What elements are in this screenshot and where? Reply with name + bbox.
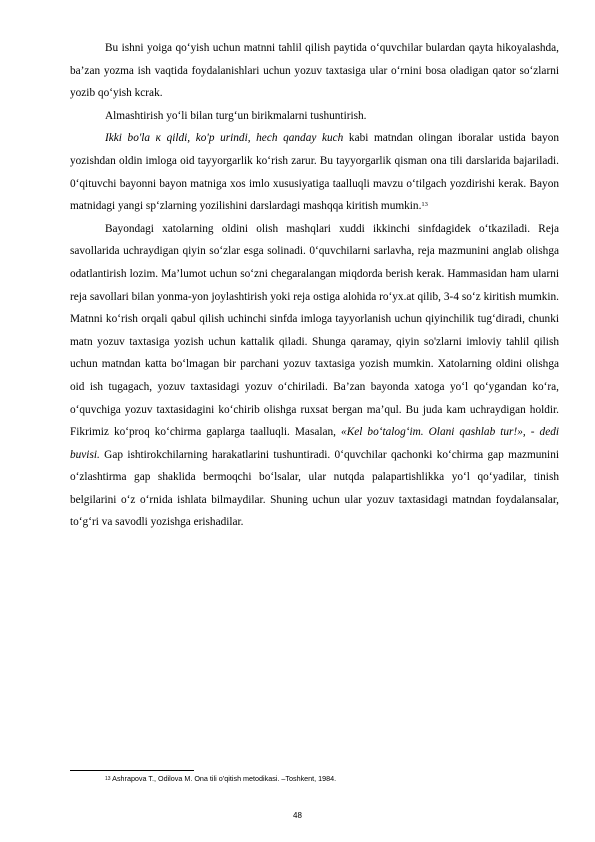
paragraph-3-italic: Ikki bo'la к qildi, ko'p urindi, hech qanday kuch	[105, 132, 344, 145]
paragraph-1-text: Bu ishni yoiga qo‘yish uchun matnni tahlil qilish paytida o‘quvchilar bulardan qayta hikoyalashda, ba’zan yozma ish vaqtida foydalanishlari uchun yozuv taxtasiga ular o‘rnini bosa oladigan qator so‘zlarni yozib qo‘yish kcrak.	[70, 42, 559, 100]
footnote-text: Ashrapova T., Odilova M. Ona tili o’qitish metodikasi. –Toshkent, 1984.	[110, 774, 337, 783]
footnote-reference[interactable]: 13	[421, 201, 428, 209]
paragraph-4-quote: «Kel bo‘talog‘im. Olani qashlab tur!», - dedi buvisi.	[70, 426, 559, 461]
paragraph-4-text-a: Bayondagi xatolarning oldini olish mashqlari xuddi ikkinchi sinfdagidek o‘tkaziladi. Reja savollarida uchraydigan qiyin so‘zlar esga solinadi. 0‘quvchilarni sarlavha, reja mazmunini anglab olishga odatlantirish lozim. Ma’lumot uchun so‘zni chegaralangan miqdorda berish kerak. Hammasidan ham ularni reja savollari bilan yonma-yon joylashtirish yoki reja ostiga alohida ro‘yx.at qilib, 3-4 so‘z kiritish mumkin. Matnni ko‘rish orqali qabul qilish uchinchi sinfda imloga tayyorlanish uchun qiyinchilik tug‘diradi, chunki matn yozuv taxtasiga yozish uchun kattalik qiladi. Shunga qaramay, qiyin so'zlarni imloviy tahlil qilish uchun matndan katta bo‘lmagan bir parchani yozuv taxtasiga yozish mumkin. Xatolarning oldini olishga oid ish tugagach, yozuv taxtasidagi yozuv o‘chiriladi. Ba’zan bayonda xatoga yo‘l qo‘ygandan ko‘ra, o‘quvchiga yozuv taxtasidagini ko‘chirib olishga ruxsat bergan ma’qul. Bu juda kam uchraydigan holdir. Fikrimiz ko‘proq ko‘chirma gaplarga taalluqli. Masalan,	[70, 222, 559, 439]
paragraph-2	[70, 105, 559, 128]
paragraph-4	[70, 218, 559, 534]
footnote-divider	[70, 770, 194, 771]
footnote-number: 13	[105, 776, 111, 782]
paragraph-3	[70, 127, 559, 217]
paragraph-3-text: kabi matndan olingan iboralar ustida bayon yozishdan oldin imloga oid tayyorgarlik ko‘rish zarur. Bu tayyorgarlik qisman ona tili darslarida bajariladi. 0‘qituvchi bayonni bayon matniga xos imlo xususiyatiga taalluqli mavzu o‘tilgach yozdirishi kerak. Bayon matnidagi yangi sp‘zlarning yozilishini darslardagi mashqqa kiritish mumkin.	[70, 132, 559, 213]
paragraph-2-text: Almashtirish yo‘li bilan turg‘un birikmalarni tushuntirish.	[105, 109, 367, 122]
page-number: 48	[293, 811, 302, 820]
body-text	[70, 37, 559, 534]
paragraph-1	[70, 37, 559, 105]
footnote	[105, 774, 336, 784]
paragraph-4-text-b: Gap ishtirokchilarning harakatlarini tushuntiradi. 0‘quvchilar qachonki ko‘chirma gap mazmunini o‘zlashtirma gap shaklida bermoqchi bo‘lsalar, ular nutqda palapartishlikka yo‘l qo‘yadilar, tinish belgilarini o‘z o‘rnida ishlata bilmaydilar. Shuning uchun ular yozuv taxtasidagi matndan foydalansalar, to‘g‘ri va savodli yozishga erishadilar.	[70, 448, 559, 529]
